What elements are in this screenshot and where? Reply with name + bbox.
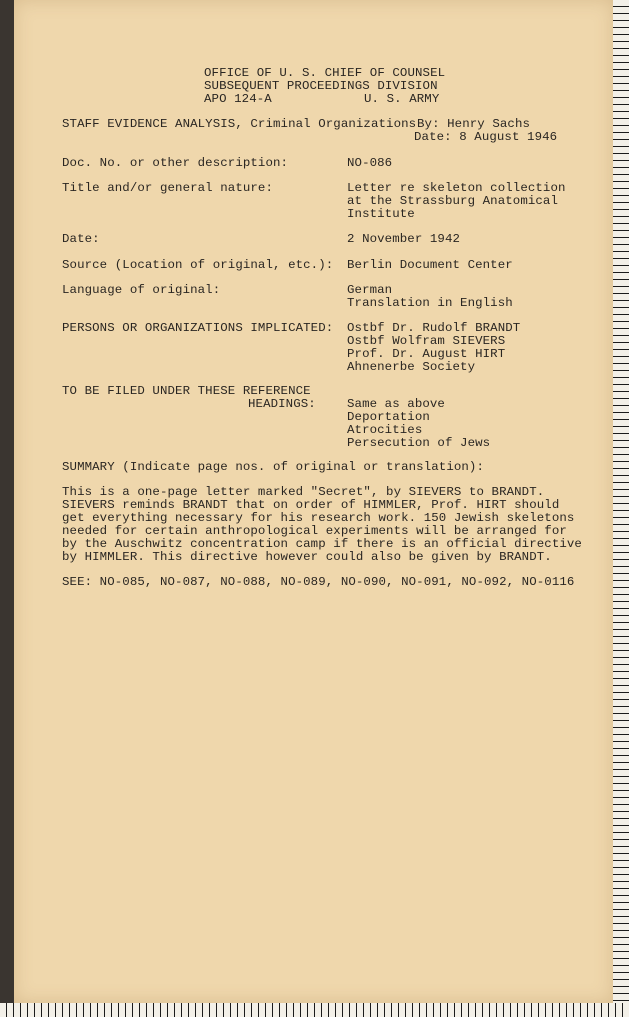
- filed-value-line: Same as above: [347, 397, 445, 411]
- date-label: Date:: [62, 232, 100, 246]
- summary-heading: SUMMARY (Indicate page nos. of original or translation):: [62, 460, 484, 474]
- filed-value-line: Deportation: [347, 410, 430, 424]
- language-value-line: Translation in English: [347, 296, 513, 310]
- date-value: 2 November 1942: [347, 232, 461, 246]
- analysis-date: Date: 8 August 1946: [414, 130, 558, 144]
- title-label: Title and/or general nature:: [62, 181, 273, 195]
- summary-line: This is a one-page letter marked "Secret", by SIEVERS to BRANDT.: [62, 485, 545, 499]
- header-office: OFFICE OF U. S. CHIEF OF COUNSEL: [204, 66, 446, 80]
- scan-ruler-right: [613, 0, 629, 1017]
- language-value-line: German: [347, 283, 393, 297]
- header-army: U. S. ARMY: [364, 92, 440, 106]
- filed-value-line: Persecution of Jews: [347, 436, 491, 450]
- filed-label-line: TO BE FILED UNDER THESE REFERENCE: [62, 384, 311, 398]
- see-references: SEE: NO-085, NO-087, NO-088, NO-089, NO-090, NO-091, NO-092, NO-0116: [62, 575, 575, 589]
- summary-line: by HIMMLER. This directive however could also be given by BRANDT.: [62, 550, 552, 564]
- summary-line: by the Auschwitz concentration camp if there is an official directive: [62, 537, 582, 551]
- filed-label-line: HEADINGS:: [248, 397, 316, 411]
- header-division: SUBSEQUENT PROCEEDINGS DIVISION: [204, 79, 438, 93]
- analysis-title: STAFF EVIDENCE ANALYSIS, Criminal Organizations: [62, 117, 417, 131]
- source-label: Source (Location of original, etc.):: [62, 258, 334, 272]
- title-value-line: Institute: [347, 207, 415, 221]
- summary-line: needed for certain anthropological experiments will be arranged for: [62, 524, 567, 538]
- language-label: Language of original:: [62, 283, 221, 297]
- persons-value-line: Ahnenerbe Society: [347, 360, 476, 374]
- doc-label: Doc. No. or other description:: [62, 156, 289, 170]
- doc-value: NO-086: [347, 156, 393, 170]
- persons-value-line: Ostbf Dr. Rudolf BRANDT: [347, 321, 521, 335]
- summary-line: get everything necessary for his research work. 150 Jewish skeletons: [62, 511, 575, 525]
- header-apo: APO 124-A: [204, 92, 272, 106]
- source-value: Berlin Document Center: [347, 258, 513, 272]
- title-value-line: Letter re skeleton collection: [347, 181, 566, 195]
- persons-value-line: Prof. Dr. August HIRT: [347, 347, 506, 361]
- summary-line: SIEVERS reminds BRANDT that on order of HIMMLER, Prof. HIRT should: [62, 498, 560, 512]
- document-page: [14, 0, 613, 1003]
- scan-ruler-bottom: [0, 1003, 629, 1017]
- persons-label: PERSONS OR ORGANIZATIONS IMPLICATED:: [62, 321, 334, 335]
- persons-value-line: Ostbf Wolfram SIEVERS: [347, 334, 506, 348]
- title-value-line: at the Strassburg Anatomical: [347, 194, 558, 208]
- analysis-author: By: Henry Sachs: [417, 117, 531, 131]
- filed-value-line: Atrocities: [347, 423, 423, 437]
